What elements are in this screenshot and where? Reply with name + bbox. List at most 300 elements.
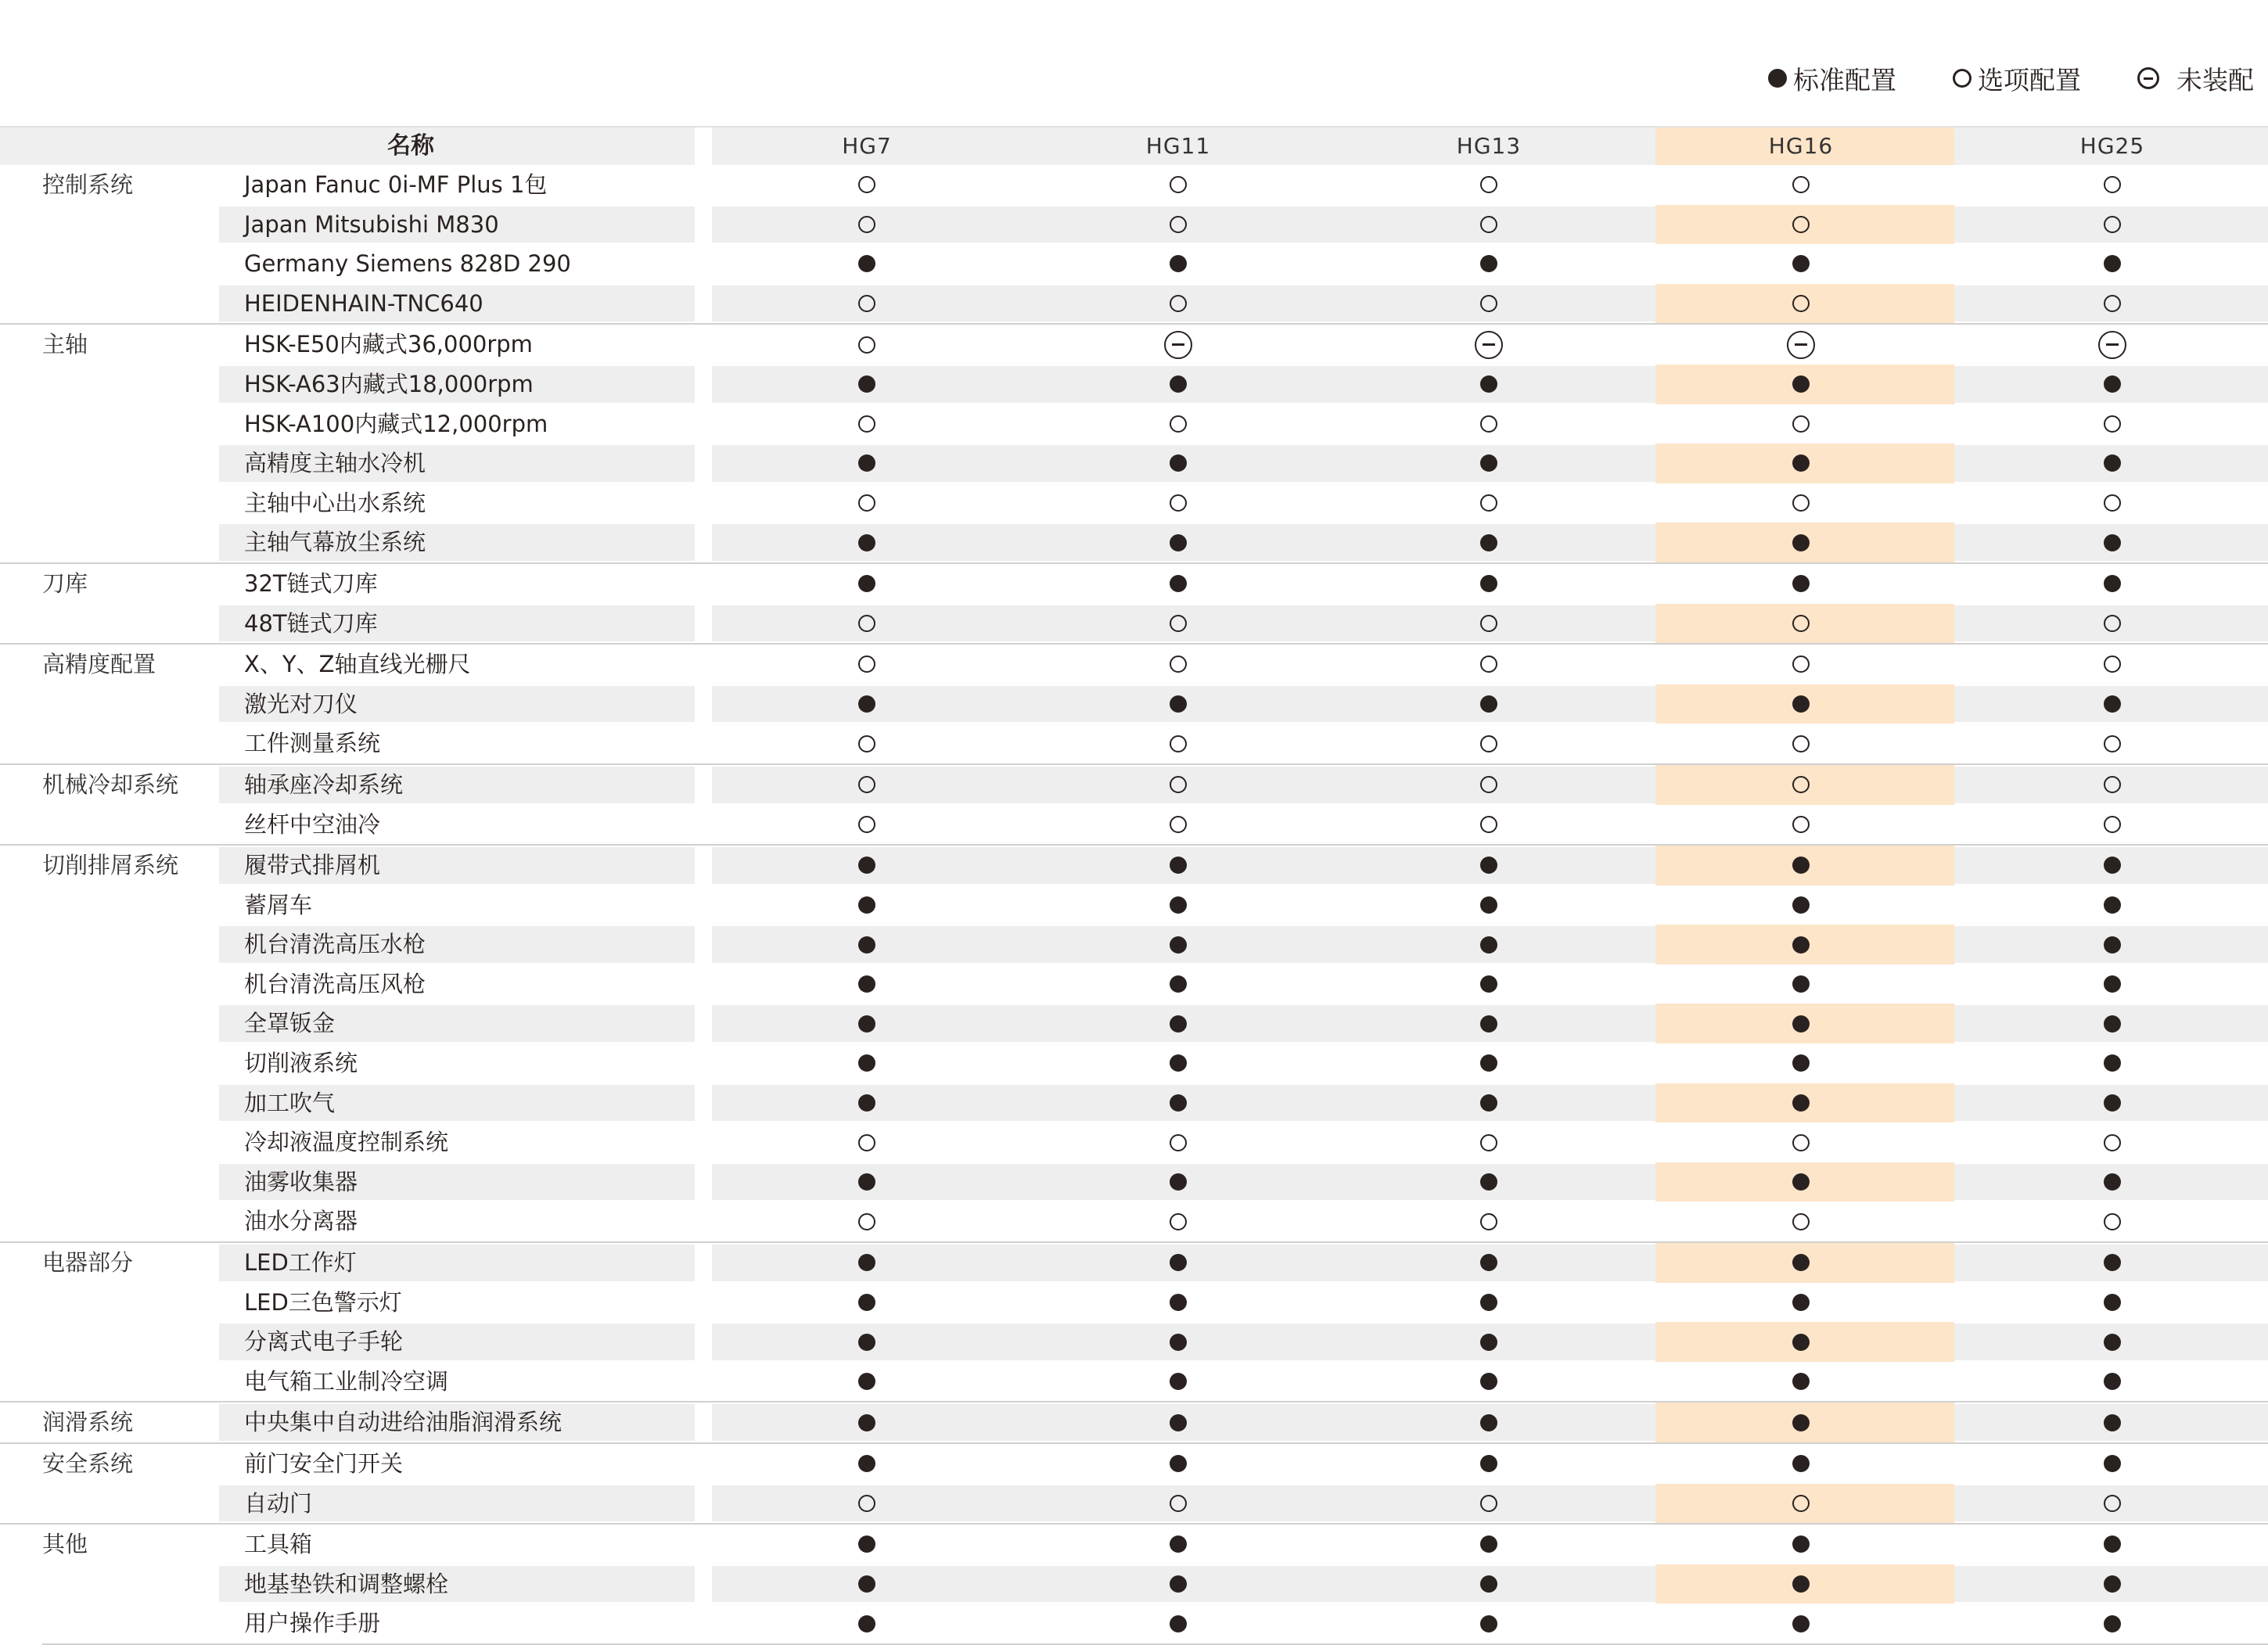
- optional-icon: [1170, 176, 1187, 193]
- optional-icon: [2104, 776, 2121, 793]
- minus-circle-icon: [2137, 67, 2159, 89]
- value-cell-hg16: [1777, 483, 1824, 523]
- value-cell-hg11: [1155, 523, 1202, 562]
- standard-icon: [1480, 1535, 1497, 1553]
- value-cell-hg16: [1777, 365, 1824, 404]
- standard-icon: [1480, 255, 1497, 272]
- value-cell-hg7: [843, 1004, 890, 1043]
- optional-icon: [1480, 816, 1497, 833]
- value-cell-hg13: [1465, 564, 1512, 604]
- legend-not-installed: [2137, 60, 2254, 97]
- value-cell-hg13: [1465, 1604, 1512, 1643]
- value-cell-hg7: [843, 404, 890, 444]
- value-cell-hg7: [843, 483, 890, 523]
- value-cell-hg25: [2089, 1604, 2136, 1643]
- optional-icon: [1170, 295, 1187, 312]
- value-cell-hg25: [2089, 1283, 2136, 1323]
- legend-standard: [1768, 60, 1896, 97]
- value-cell-hg13: [1465, 1525, 1512, 1564]
- value-cell-hg16: [1777, 1162, 1824, 1202]
- optional-icon: [2104, 1134, 2121, 1151]
- standard-icon: [1170, 1575, 1187, 1593]
- standard-icon: [1170, 1094, 1187, 1112]
- optional-icon: [1480, 615, 1497, 632]
- optional-icon: [2104, 655, 2121, 673]
- standard-icon: [2104, 936, 2121, 954]
- standard-icon: [1170, 255, 1187, 272]
- optional-icon: [2104, 735, 2121, 752]
- value-cell-hg11: [1155, 1604, 1202, 1643]
- standard-icon: [2104, 1414, 2121, 1431]
- value-cell-hg25: [2089, 483, 2136, 523]
- standard-icon: [1480, 1254, 1497, 1271]
- value-cell-hg13: [1465, 1564, 1512, 1604]
- value-cell-hg25: [2089, 1403, 2136, 1442]
- value-cell-hg7: [843, 564, 890, 604]
- category-label: 主轴: [42, 331, 88, 358]
- optional-icon: [1792, 655, 1810, 673]
- standard-icon: [858, 1373, 875, 1390]
- value-cell-hg7: [843, 523, 890, 562]
- standard-icon: [2104, 896, 2121, 914]
- optional-icon: [858, 336, 875, 354]
- optional-icon: [1170, 1213, 1187, 1230]
- standard-icon: [1170, 896, 1187, 914]
- value-cell-hg16: [1777, 765, 1824, 805]
- item-label: 48T链式刀库: [244, 609, 378, 637]
- value-cell-hg16: [1777, 1043, 1824, 1083]
- value-cell-hg11: [1155, 1243, 1202, 1283]
- table-row: [0, 562, 2268, 604]
- optional-icon: [1480, 176, 1497, 193]
- optional-icon: [2104, 415, 2121, 433]
- value-cell-hg25: [2089, 765, 2136, 805]
- standard-icon: [858, 575, 875, 592]
- item-label: 全罩钣金: [244, 1010, 336, 1037]
- value-cell-hg7: [843, 1362, 890, 1402]
- standard-icon: [1792, 695, 1810, 713]
- standard-icon: [858, 1094, 875, 1112]
- optional-icon: [858, 1134, 875, 1151]
- standard-icon: [858, 1015, 875, 1033]
- standard-icon: [858, 1575, 875, 1593]
- standard-icon: [1792, 534, 1810, 551]
- standard-icon: [2104, 1254, 2121, 1271]
- value-cell-hg16: [1777, 1283, 1824, 1323]
- table-row: [0, 1362, 2268, 1402]
- table-row: [0, 724, 2268, 763]
- standard-icon: [2104, 1173, 2121, 1191]
- standard-icon: [2104, 1455, 2121, 1472]
- value-cell-hg16: [1777, 1122, 1824, 1162]
- value-cell-hg16: [1777, 645, 1824, 684]
- value-cell-hg7: [843, 444, 890, 483]
- value-cell-hg11: [1155, 325, 1202, 365]
- standard-icon: [2104, 1054, 2121, 1072]
- table-row: [0, 1604, 2268, 1643]
- standard-icon: [1792, 1414, 1810, 1431]
- value-cell-hg11: [1155, 885, 1202, 925]
- value-cell-hg7: [843, 1043, 890, 1083]
- value-cell-hg11: [1155, 964, 1202, 1004]
- value-cell-hg16: [1777, 1444, 1824, 1484]
- value-cell-hg16: [1777, 325, 1824, 365]
- optional-icon: [858, 176, 875, 193]
- value-cell-hg25: [2089, 284, 2136, 324]
- value-cell-hg11: [1155, 1564, 1202, 1604]
- optional-icon: [1170, 1495, 1187, 1512]
- value-cell-hg7: [843, 1243, 890, 1283]
- value-cell-hg25: [2089, 1444, 2136, 1484]
- standard-icon: [1170, 695, 1187, 713]
- category-label: 高精度配置: [42, 651, 156, 678]
- standard-icon: [2104, 1294, 2121, 1311]
- standard-icon: [1792, 1615, 1810, 1632]
- item-label: 蓄屑车: [244, 891, 313, 918]
- item-label: 冷却液温度控制系统: [244, 1129, 449, 1156]
- standard-icon: [1480, 975, 1497, 993]
- standard-icon: [1480, 1373, 1497, 1390]
- value-cell-hg13: [1465, 1162, 1512, 1202]
- standard-icon: [1170, 534, 1187, 551]
- item-label: 切削液系统: [244, 1050, 358, 1077]
- standard-icon: [1792, 1015, 1810, 1033]
- standard-icon: [858, 1455, 875, 1472]
- value-cell-hg11: [1155, 365, 1202, 404]
- item-label: 用户操作手册: [244, 1610, 381, 1637]
- value-cell-hg16: [1777, 1083, 1824, 1123]
- optional-icon: [1792, 295, 1810, 312]
- value-cell-hg11: [1155, 244, 1202, 284]
- standard-icon: [1170, 1173, 1187, 1191]
- standard-icon: [1792, 896, 1810, 914]
- value-cell-hg7: [843, 365, 890, 404]
- value-cell-hg13: [1465, 365, 1512, 404]
- value-cell-hg16: [1777, 404, 1824, 444]
- value-cell-hg16: [1777, 165, 1824, 205]
- table-row: [0, 1564, 2268, 1604]
- optional-icon: [858, 776, 875, 793]
- value-cell-hg25: [2089, 1201, 2136, 1241]
- table-row: [0, 244, 2268, 284]
- value-cell-hg11: [1155, 1162, 1202, 1202]
- not-installed-icon: [1475, 331, 1503, 359]
- standard-icon: [1170, 1414, 1187, 1431]
- value-cell-hg11: [1155, 1083, 1202, 1123]
- optional-icon: [1792, 776, 1810, 793]
- value-cell-hg16: [1777, 523, 1824, 562]
- standard-icon: [1170, 454, 1187, 472]
- value-cell-hg7: [843, 964, 890, 1004]
- category-label: 润滑系统: [42, 1409, 134, 1436]
- table-row: [0, 643, 2268, 684]
- value-cell-hg16: [1777, 205, 1824, 245]
- value-cell-hg16: [1777, 1243, 1824, 1283]
- table-row: [0, 763, 2268, 805]
- standard-icon: [858, 454, 875, 472]
- table-row: [0, 925, 2268, 964]
- value-cell-hg13: [1465, 1243, 1512, 1283]
- value-cell-hg13: [1465, 925, 1512, 964]
- standard-icon: [2104, 1094, 2121, 1112]
- table-row: [0, 604, 2268, 644]
- value-cell-hg25: [2089, 1122, 2136, 1162]
- value-cell-hg7: [843, 684, 890, 724]
- table-row: [0, 844, 2268, 885]
- item-label: 主轴中心出水系统: [244, 489, 426, 516]
- value-cell-hg25: [2089, 165, 2136, 205]
- optional-icon: [1480, 1213, 1497, 1230]
- value-cell-hg7: [843, 645, 890, 684]
- optional-icon: [2104, 176, 2121, 193]
- standard-icon: [2104, 1535, 2121, 1553]
- value-cell-hg13: [1465, 765, 1512, 805]
- value-cell-hg7: [843, 724, 890, 763]
- item-label: 分离式电子手轮: [244, 1328, 404, 1356]
- category-label: 其他: [42, 1531, 88, 1558]
- value-cell-hg13: [1465, 244, 1512, 284]
- standard-icon: [858, 936, 875, 954]
- value-cell-hg16: [1777, 284, 1824, 324]
- standard-icon: [858, 857, 875, 874]
- value-cell-hg25: [2089, 604, 2136, 644]
- value-cell-hg7: [843, 765, 890, 805]
- value-cell-hg7: [843, 604, 890, 644]
- table-header: [0, 126, 2268, 165]
- standard-icon: [1170, 1615, 1187, 1632]
- value-cell-hg11: [1155, 1322, 1202, 1362]
- optional-icon: [1480, 776, 1497, 793]
- value-cell-hg25: [2089, 684, 2136, 724]
- value-cell-hg7: [843, 885, 890, 925]
- optional-icon: [1480, 1134, 1497, 1151]
- optional-icon: [1170, 655, 1187, 673]
- standard-icon: [1792, 1173, 1810, 1191]
- optional-icon: [858, 415, 875, 433]
- value-cell-hg16: [1777, 1201, 1824, 1241]
- item-label: Germany Siemens 828D 290: [244, 250, 571, 278]
- standard-icon: [858, 695, 875, 713]
- table-row: [0, 444, 2268, 483]
- value-cell-hg13: [1465, 325, 1512, 365]
- value-cell-hg13: [1465, 645, 1512, 684]
- value-cell-hg7: [843, 284, 890, 324]
- table-row: [0, 1122, 2268, 1162]
- standard-icon: [1480, 896, 1497, 914]
- item-label: LED三色警示灯: [244, 1288, 402, 1316]
- optional-icon: [1792, 735, 1810, 752]
- value-cell-hg11: [1155, 684, 1202, 724]
- value-cell-hg25: [2089, 1484, 2136, 1524]
- optional-icon: [1170, 776, 1187, 793]
- value-cell-hg25: [2089, 205, 2136, 245]
- optional-icon: [1170, 494, 1187, 512]
- optional-icon: [1480, 295, 1497, 312]
- standard-icon: [858, 534, 875, 551]
- standard-icon: [858, 896, 875, 914]
- standard-icon: [1792, 1455, 1810, 1472]
- standard-icon: [2104, 857, 2121, 874]
- standard-icon: [1170, 936, 1187, 954]
- item-label: 自动门: [244, 1489, 313, 1517]
- value-cell-hg25: [2089, 1162, 2136, 1202]
- value-cell-hg13: [1465, 1444, 1512, 1484]
- value-cell-hg25: [2089, 1243, 2136, 1283]
- value-cell-hg25: [2089, 885, 2136, 925]
- optional-icon: [1792, 1213, 1810, 1230]
- optional-icon: [1480, 655, 1497, 673]
- standard-icon: [1480, 1334, 1497, 1351]
- model-header-hg16: HG16: [1768, 133, 1834, 159]
- category-label: 电器部分: [42, 1249, 134, 1277]
- value-cell-hg11: [1155, 483, 1202, 523]
- value-cell-hg11: [1155, 284, 1202, 324]
- standard-icon: [1792, 375, 1810, 393]
- value-cell-hg13: [1465, 1322, 1512, 1362]
- table-row: [0, 1043, 2268, 1083]
- optional-icon: [858, 295, 875, 312]
- value-cell-hg7: [843, 1444, 890, 1484]
- standard-icon: [1170, 1294, 1187, 1311]
- value-cell-hg11: [1155, 765, 1202, 805]
- value-cell-hg25: [2089, 444, 2136, 483]
- value-cell-hg13: [1465, 1043, 1512, 1083]
- optional-icon: [1792, 216, 1810, 233]
- value-cell-hg7: [843, 1083, 890, 1123]
- standard-icon: [1792, 975, 1810, 993]
- standard-icon: [1480, 1615, 1497, 1632]
- value-cell-hg11: [1155, 1004, 1202, 1043]
- item-label: 履带式排屑机: [244, 852, 381, 879]
- value-cell-hg11: [1155, 724, 1202, 763]
- optional-icon: [2104, 216, 2121, 233]
- optional-icon: [1792, 1495, 1810, 1512]
- table-row: [0, 205, 2268, 245]
- optional-icon: [2104, 1213, 2121, 1230]
- value-cell-hg11: [1155, 564, 1202, 604]
- optional-icon: [1792, 1134, 1810, 1151]
- standard-icon: [2104, 255, 2121, 272]
- model-header-hg13: HG13: [1456, 133, 1522, 159]
- standard-icon: [858, 1294, 875, 1311]
- standard-icon: [1480, 1054, 1497, 1072]
- standard-icon: [1480, 1414, 1497, 1431]
- table-row: [0, 284, 2268, 324]
- standard-icon: [858, 1254, 875, 1271]
- value-cell-hg13: [1465, 165, 1512, 205]
- item-label: 轴承座冷却系统: [244, 770, 404, 798]
- standard-icon: [858, 1054, 875, 1072]
- item-label: HSK-A63内藏式18,000rpm: [244, 370, 534, 397]
- value-cell-hg13: [1465, 1122, 1512, 1162]
- value-cell-hg11: [1155, 645, 1202, 684]
- optional-icon: [2104, 494, 2121, 512]
- standard-icon: [1170, 1015, 1187, 1033]
- value-cell-hg7: [843, 165, 890, 205]
- value-cell-hg11: [1155, 604, 1202, 644]
- optional-icon: [1792, 816, 1810, 833]
- standard-icon: [1170, 1373, 1187, 1390]
- value-cell-hg11: [1155, 1525, 1202, 1564]
- value-cell-hg25: [2089, 1564, 2136, 1604]
- value-cell-hg16: [1777, 244, 1824, 284]
- value-cell-hg16: [1777, 604, 1824, 644]
- value-cell-hg13: [1465, 483, 1512, 523]
- standard-icon: [2104, 534, 2121, 551]
- value-cell-hg7: [843, 846, 890, 885]
- standard-icon: [858, 255, 875, 272]
- value-cell-hg11: [1155, 404, 1202, 444]
- standard-icon: [1792, 1575, 1810, 1593]
- value-cell-hg13: [1465, 964, 1512, 1004]
- standard-icon: [1480, 695, 1497, 713]
- value-cell-hg7: [843, 1403, 890, 1442]
- value-cell-hg13: [1465, 724, 1512, 763]
- value-cell-hg16: [1777, 964, 1824, 1004]
- standard-icon: [2104, 1334, 2121, 1351]
- value-cell-hg13: [1465, 523, 1512, 562]
- category-label: 刀库: [42, 569, 88, 597]
- item-label: 加工吹气: [244, 1089, 336, 1116]
- value-cell-hg25: [2089, 1004, 2136, 1043]
- value-cell-hg7: [843, 1283, 890, 1323]
- item-label: HSK-E50内藏式36,000rpm: [244, 331, 533, 358]
- optional-icon: [2104, 615, 2121, 632]
- standard-icon: [1480, 534, 1497, 551]
- value-cell-hg25: [2089, 1525, 2136, 1564]
- standard-icon: [2104, 575, 2121, 592]
- item-label: 工件测量系统: [244, 730, 381, 757]
- hollow-circle-icon: [1953, 69, 1971, 88]
- optional-icon: [858, 655, 875, 673]
- legend-optional: [1953, 60, 2081, 97]
- value-cell-hg13: [1465, 1201, 1512, 1241]
- item-label: Japan Mitsubishi M830: [244, 210, 499, 238]
- value-cell-hg16: [1777, 1604, 1824, 1643]
- category-label: 机械冷却系统: [42, 770, 179, 798]
- legend-standard-label: 标准配置: [1793, 64, 1896, 95]
- value-cell-hg11: [1155, 805, 1202, 845]
- standard-icon: [1792, 1094, 1810, 1112]
- value-cell-hg11: [1155, 1444, 1202, 1484]
- value-cell-hg11: [1155, 1122, 1202, 1162]
- value-cell-hg25: [2089, 404, 2136, 444]
- item-label: 油雾收集器: [244, 1168, 358, 1195]
- standard-icon: [1792, 1535, 1810, 1553]
- legend: [1768, 56, 2254, 100]
- standard-icon: [2104, 1015, 2121, 1033]
- value-cell-hg25: [2089, 1322, 2136, 1362]
- item-label: 油水分离器: [244, 1208, 358, 1235]
- item-label: X、Y、Z轴直线光栅尺: [244, 651, 471, 678]
- table-row: [0, 1241, 2268, 1283]
- standard-icon: [2104, 375, 2121, 393]
- table-row: [0, 523, 2268, 562]
- name-column-header: 名称: [387, 132, 434, 160]
- optional-icon: [1792, 494, 1810, 512]
- value-cell-hg13: [1465, 885, 1512, 925]
- value-cell-hg7: [843, 325, 890, 365]
- item-label: 前门安全门开关: [244, 1450, 404, 1477]
- standard-icon: [1170, 1334, 1187, 1351]
- table-row: [0, 1523, 2268, 1564]
- item-label: HEIDENHAIN-TNC640: [244, 289, 483, 317]
- standard-icon: [1480, 1575, 1497, 1593]
- value-cell-hg13: [1465, 404, 1512, 444]
- optional-icon: [1792, 176, 1810, 193]
- table-row: [0, 1322, 2268, 1362]
- value-cell-hg7: [843, 925, 890, 964]
